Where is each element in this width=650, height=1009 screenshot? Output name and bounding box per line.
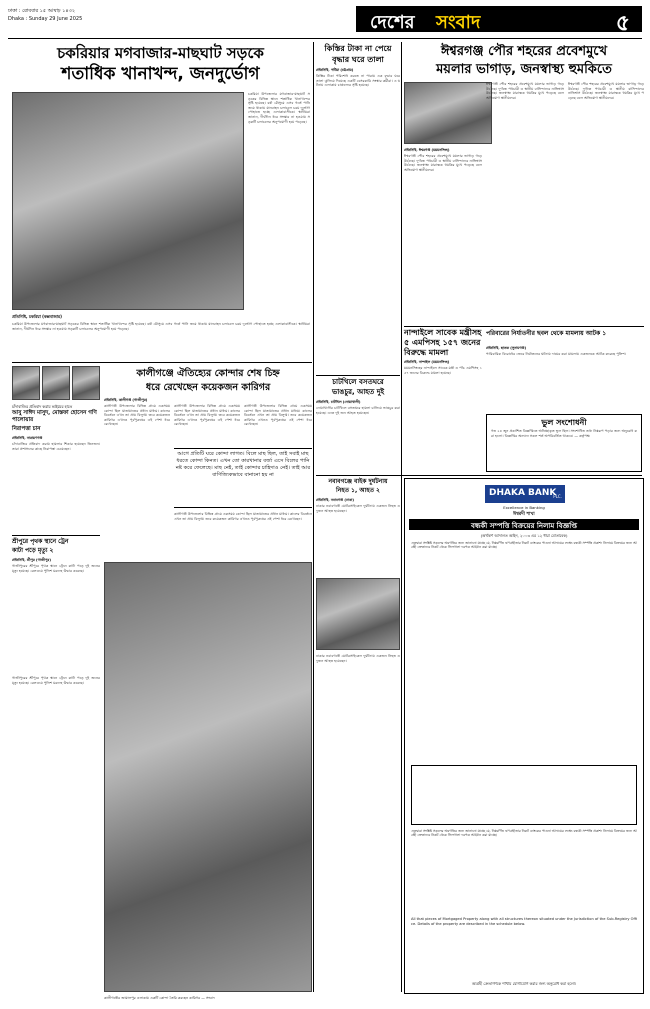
kaliganj-photo [104, 562, 312, 992]
portrait-3 [72, 366, 100, 400]
small-top-headline-2: বৃদ্ধার ঘরে তালা [332, 55, 384, 64]
kaliganj-headline-1: কালীগঞ্জে ঐতিহ্যের কোন্দার শেষ চিহ্ন [136, 368, 280, 379]
page-number: ৫ [615, 11, 630, 36]
right-top-photo [404, 82, 492, 144]
right-top-headline-1: ঈশ্বরগঞ্জ পৌর শহরের প্রবেশমুখে [440, 44, 608, 59]
arrest-byline: প্রতিনিধি, ছাতক (সুনামগঞ্জ) [486, 346, 527, 350]
dhaka-bank-ad [404, 478, 644, 994]
correction-body: গত ২৪ জুন প্রকাশিত বিজ্ঞপ্তিতে অনিচ্ছাকৃত ভুল ছিল। সংশোধিত তথ্য নিম্নরূপ পড়ার জন্য অনুরোধ করা হলো। বিজ্ঞপ্তির অন্যান্য সকল শর্ত অপরিবর্তিত থাকবে। — কর্তৃপক্ষ [491, 429, 637, 438]
protest-byline: প্রতিনিধি, নারায়ণগঞ্জ [12, 436, 43, 440]
column-rule-2 [401, 42, 402, 992]
header-rule [8, 38, 642, 39]
train-byline: প্রতিনিধি, শ্রীপুর (গাজীপুর) [12, 558, 51, 562]
bank-tagline: Excellence in Banking [503, 505, 545, 510]
ad-title-bar [409, 519, 639, 530]
chatkhil-byline: প্রতিনিধি, চাটখিল (নোয়াখালী) [316, 400, 361, 404]
kaliganj-body-col-4: কালীগঞ্জ উপজেলার বিভিন্ন গ্রামে একসময় কোন্দা ছিল যাতায়াতের প্রধান মাধ্যম। কালের বিবর্তনে এখন তা প্রায় বিলুপ্ত। তবে কয়েকজন কারিগর এখনও পূর্বপুরুষের এই পেশা ধরে রেখেছেন। [174, 512, 312, 521]
nandail-headline-1: নান্দাইলে সাবেক মন্ত্রীসহ [404, 328, 482, 337]
bike-body-continued: ঢাকার নবাবগঞ্জে মোটরসাইকেল দুর্ঘটনায় একজন নিহত ও দুজন আহত হয়েছেন। [316, 654, 400, 663]
kaliganj-caption: কালীগঞ্জের জামালপুর এলাকায় একটি কোন্দা তৈরি করছেন কারিগর — সংবাদ [104, 996, 215, 1000]
arrest-headline: পরিবারের নির্যাতনীর ছবল থেকে মামলায় আটক ১ [486, 330, 607, 337]
protest-headline-2: নিরাপত্তা চান [12, 426, 41, 432]
right-top-body-col-2: ঈশ্বরগঞ্জ পৌর শহরের প্রবেশমুখে ময়লার ভাগাড় গড়ে উঠেছে। দুর্গন্ধে পথচারী ও স্থানীয় বাসিন্দাদের নাভিশ্বাস উঠেছে। জনস্বাস্থ্য মারাত্মক হুমকির মুখে পড়েছে বলে অভিযোগ স্থানীয়দের। [486, 82, 564, 100]
small-top-body: কিস্তির টাকা পরিশোধ করতে না পারায় এক বৃদ্ধার ঘরে তালা ঝুলিয়ে দিয়েছে একটি বেসরকারি সংস্থার কর্মীরা। এ ঘটনায় এলাকায় চাঞ্চল্যের সৃষ্টি হয়েছে। [316, 74, 400, 88]
section-title-left: দেশের [370, 12, 415, 33]
correction-box [486, 414, 642, 472]
ad-title: বন্ধকী সম্পত্তি বিক্রয়ের নিলাম বিজ্ঞপ্তি [470, 522, 578, 530]
ad-body: এতদ্বারা সংশ্লিষ্ট সকলের অবগতির জন্য জানানো যাচ্ছে যে, নিম্নবর্ণিত ঋণগ্রহীতার নিকট ব্যাংকের পাওনা আদায়ের লক্ষ্যে বন্ধকী সম্পত্তি প্রকাশ্য নিলামে বিক্রয়ের জন্য আগ্রহী ক্রেতাদের নিকট থেকে সিলগালা দরপত্র আহ্বান করা যাচ্ছে। [411, 541, 637, 550]
ad-table [411, 765, 637, 825]
kaliganj-body-col-3: কালীগঞ্জ উপজেলার বিভিন্ন গ্রামে একসময় কোন্দা ছিল যাতায়াতের প্রধান মাধ্যম। কালের বিবর্তনে এখন তা প্রায় বিলুপ্ত। তবে কয়েকজন কারিগর এখনও পূর্বপুরুষের এই পেশা ধরে রেখেছেন। [244, 404, 312, 427]
chatkhil-headline-2: ভাঙচুর, আহত দুই [332, 388, 384, 396]
lead-photo [12, 92, 244, 310]
portrait-2 [42, 366, 70, 400]
bike-headline-2: নিহত ১, আহত ২ [336, 487, 380, 494]
kaliganj-body-col-1: কালীগঞ্জ উপজেলার বিভিন্ন গ্রামে একসময় কোন্দা ছিল যাতায়াতের প্রধান মাধ্যম। কালের বিবর্তনে এখন তা প্রায় বিলুপ্ত। তবে কয়েকজন কারিগর এখনও পূর্বপুরুষের এই পেশা ধরে রেখেছেন। [104, 404, 170, 427]
row-rule-5 [12, 535, 100, 536]
bank-name: DHAKA BANK [489, 488, 557, 498]
left-bottom-body: গাজীপুরের শ্রীপুরে পৃথক স্থানে ট্রেনে কাটা পড়ে দুই জনের মৃত্যু হয়েছে। রেলওয়ে পুলিশ মরদেহ উদ্ধার করেছে। [12, 676, 100, 685]
row-rule-1 [12, 362, 312, 363]
pull-quote-text: আগে প্রতিটি ঘরে কোন্দা লাগত। বিলে মাছ ছিল, তাই সবাই মাছ ধরতে কোন্দা কিনত। এখন তো কারখানার বর্জ্য এসে বিলের পানি নষ্ট করে ফেলেছে। মাছ নেই, তাই কোন্দার চাহিদাও নেই। তাই আর বাণিজ্যিকভাবে বানানো হয় না [175, 451, 311, 478]
kaliganj-pull-quote [174, 448, 312, 508]
section-banner [356, 6, 642, 36]
kaliganj-body-col-2: কালীগঞ্জ উপজেলার বিভিন্ন গ্রামে একসময় কোন্দা ছিল যাতায়াতের প্রধান মাধ্যম। কালের বিবর্তনে এখন তা প্রায় বিলুপ্ত। তবে কয়েকজন কারিগর এখনও পূর্বপুরুষের এই পেশা ধরে রেখেছেন। [174, 404, 240, 427]
date-line: ঢাকা : রোববার ১৫ আষাঢ় ১৪৩২ [8, 8, 76, 14]
ad-footer: আগ্রহী ক্রেতাগণকে শাখায় যোগাযোগ করার জন্য অনুরোধ করা হলো। [471, 981, 577, 986]
correction-title: ভুল সংশোধনী [541, 418, 587, 427]
nandail-headline-3: বিরুদ্ধে মামলা [404, 348, 449, 357]
protest-headline-1: আবু সাঈদ মাসুদ, মোস্তফা হোসেন গণি পালোয়ার [12, 410, 97, 423]
bike-headline-1: নবাবগঞ্জে বাইক দুর্ঘটনায় [328, 478, 388, 485]
bike-body: ঢাকার নবাবগঞ্জে মোটরসাইকেল দুর্ঘটনায় একজন নিহত ও দুজন আহত হয়েছেন। [316, 504, 400, 513]
ad-english: All that pieces of Mortgaged Property along with all structures thereon situated under the Jurisdiction of the Sub-Registry Office. Details of the property are described in the schedule below. [411, 917, 637, 926]
chatkhil-body: নোয়াখালীর চাটখিলে বসতঘরে হামলা চালিয়ে ভাঙচুর করা হয়েছে। এতে দুই জন আহত হয়েছেন। [316, 406, 400, 415]
ad-terms: এতদ্বারা সংশ্লিষ্ট সকলের অবগতির জন্য জানানো যাচ্ছে যে, নিম্নবর্ণিত ঋণগ্রহীতার নিকট ব্যাংকের পাওনা আদায়ের লক্ষ্যে বন্ধকী সম্পত্তি প্রকাশ্য নিলামে বিক্রয়ের জন্য আগ্রহী ক্রেতাদের নিকট থেকে সিলগালা দরপত্র আহ্বান করা যাচ্ছে। [411, 829, 637, 838]
column-rule-1 [313, 42, 314, 992]
lead-body-continued: চকরিয়া উপজেলার মগবাজার-মাছঘাট সড়কের বিভিন্ন স্থানে শতাধিক খানাখন্দের সৃষ্টি হয়েছে। বর্ষা মৌসুমে এসব গর্তে পানি জমে থাকায় যানবাহন চলাচলে চরম দুর্ভোগ পোহাতে হচ্ছে এলাকাবাসীকে। স্থানীয়রা জানান, দীর্ঘদিন ধরে সংস্কার না হওয়ায় সড়কটি চলাচলের অনুপযোগী হয়ে পড়েছে। [12, 322, 310, 331]
lead-headline-1: চকরিয়ার মগবাজার-মাছঘাট সড়কে [57, 44, 264, 62]
chatkhil-headline-1: চাটখিলে বসতঘরে [332, 378, 384, 386]
section-title-right: সংবাদ [436, 12, 481, 33]
kaliganj-byline: প্রতিনিধি, কালীগঞ্জ (গাজীপুর) [104, 398, 148, 402]
protest-body: চাঁদাবাজির প্রতিবাদ করায় হামলার শিকার হয়েছেন তিনজন। তারা প্রশাসনের কাছে নিরাপত্তা চেয়েছেন। [12, 442, 100, 451]
train-headline-2: কাটা পড়ে মৃত্যু ২ [12, 547, 54, 554]
bank-suffix: PLC. [553, 494, 562, 499]
bike-byline: প্রতিনিধি, নবাবগঞ্জ (ঢাকা) [316, 498, 355, 502]
kaliganj-headline-2: ধরে রেখেছেন কয়েকজন কারিগর [145, 382, 271, 393]
lead-headline-2: শতাধিক খানাখন্দ, জনদুর্ভোগ [61, 64, 260, 84]
portrait-1 [12, 366, 40, 400]
right-top-body-col-1: ঈশ্বরগঞ্জ পৌর শহরের প্রবেশমুখে ময়লার ভাগাড় গড়ে উঠেছে। দুর্গন্ধে পথচারী ও স্থানীয় বাসিন্দাদের নাভিশ্বাস উঠেছে। জনস্বাস্থ্য মারাত্মক হুমকির মুখে পড়েছে বলে অভিযোগ স্থানীয়দের। [404, 154, 482, 172]
lead-byline: প্রতিনিধি, চকরিয়া (কক্সবাজার) [12, 314, 62, 319]
right-top-headline-2: ময়লার ভাগাড়, জনস্বাস্থ্য হুমকিতে [436, 62, 612, 77]
right-top-byline: প্রতিনিধি, ঈশ্বরগঞ্জ (ময়মনসিংহ) [404, 148, 450, 152]
row-rule-3 [316, 375, 400, 376]
nandail-headline-2: ৫ এমপিসহ ১৫৭ জনের [404, 338, 481, 347]
bank-logo [485, 485, 565, 503]
small-top-byline: প্রতিনিধি, পটিয়া (চট্টগ্রাম) [316, 68, 354, 72]
protest-kicker: চাঁদাবাজির প্রতিবাদ করায় ভাইয়ের হাতে [12, 404, 73, 409]
ad-subtitle: (অর্থঋণ আদালত আইন, ২০০৩ এর ১২ ধারা মোতাবেক) [480, 533, 568, 538]
arrest-body: পারিবারিক বিরোধের জেরে নির্যাতনের ঘটনায় দায়ের করা মামলায় একজনকে আটক করেছে পুলিশ। [486, 352, 626, 356]
nandail-byline: প্রতিনিধি, নান্দাইল (ময়মনসিংহ) [404, 360, 450, 364]
masthead [8, 6, 642, 36]
row-rule-2 [404, 326, 644, 327]
nandail-body: ময়মনসিংহের নান্দাইলে সাবেক মন্ত্রী ও পাঁচ এমপিসহ ১৫৭ জনের বিরুদ্ধে মামলা হয়েছে। [404, 366, 482, 375]
train-body: গাজীপুরের শ্রীপুরে পৃথক স্থানে ট্রেনে কাটা পড়ে দুই জনের মৃত্যু হয়েছে। রেলওয়ে পুলিশ মরদেহ উদ্ধার করেছে। [12, 564, 100, 573]
date-line-en: Dhaka : Sunday 29 June 2025 [8, 16, 83, 22]
bike-photo [316, 578, 400, 650]
train-headline-1: শ্রীপুরে পৃথক স্থানে ট্রেন [12, 538, 69, 545]
row-rule-4 [316, 475, 642, 476]
lead-body-column: চকরিয়া উপজেলার মগবাজার-মাছঘাট সড়কের বিভিন্ন স্থানে শতাধিক খানাখন্দের সৃষ্টি হয়েছে। বর্ষা মৌসুমে এসব গর্তে পানি জমে থাকায় যানবাহন চলাচলে চরম দুর্ভোগ পোহাতে হচ্ছে এলাকাবাসীকে। স্থানীয়রা জানান, দীর্ঘদিন ধরে সংস্কার না হওয়ায় সড়কটি চলাচলের অনুপযোগী হয়ে পড়েছে। [248, 92, 310, 124]
bank-branch: ঈশ্বরদী শাখা [513, 512, 535, 517]
small-top-headline-1: কিস্তির টাকা না পেয়ে [324, 44, 392, 53]
right-top-body-col-3: ঈশ্বরগঞ্জ পৌর শহরের প্রবেশমুখে ময়লার ভাগাড় গড়ে উঠেছে। দুর্গন্ধে পথচারী ও স্থানীয় বাসিন্দাদের নাভিশ্বাস উঠেছে। জনস্বাস্থ্য মারাত্মক হুমকির মুখে পড়েছে বলে অভিযোগ স্থানীয়দের। [568, 82, 644, 100]
